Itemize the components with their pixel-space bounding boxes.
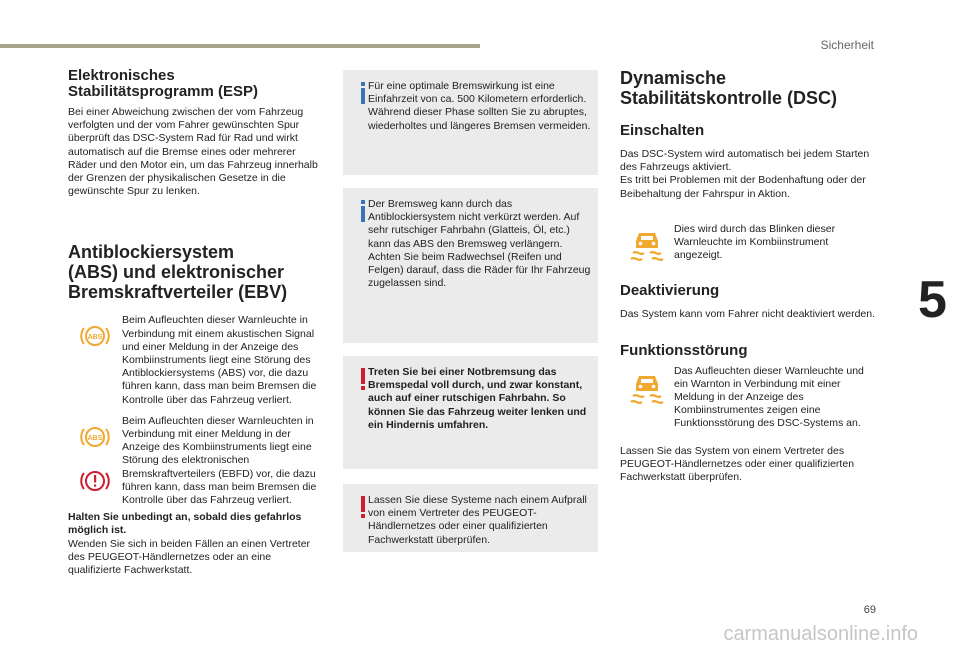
chapter-number: 5 (905, 242, 960, 357)
abs-warning-icon (80, 423, 110, 451)
svg-text:ABS: ABS (87, 434, 103, 442)
ebfd-warning-row (68, 415, 323, 507)
warning-note-box (343, 484, 598, 552)
esp-body: Bei einer Abweichung zwischen der vom Fahrzeug verfolgten und der vom Fahrer gewünschten Spur überprüft das DSC-System Rad für Rad und wirkt automatisch auf die Bremse eines oder mehrerer Räder und den Motor ein, um das Fahrzeug innerhalb der Grenzen der physikalischen Gesetze in die gewünschte Spur zu lenken. (68, 106, 318, 198)
svg-text:ABS: ABS (87, 334, 103, 342)
warning-note-text: Treten Sie bei einer Notbremsung das Bremspedal voll durch, und zwar konstant, auch auf einer rutschigen Fahrbahn. So können Sie das Fahrzeug weiter lenken und ein Hindernis umfahren. (368, 366, 587, 431)
brake-alert-icon (80, 467, 110, 495)
dsc-on-indicator-row (620, 223, 878, 263)
dsc-on-body: Das DSC-System wird automatisch bei jedem Starten des Fahrzeugs aktiviert. Es tritt bei Problemen mit der Bodenhaftung oder der Beibehaltung der Fahrspur in Aktion. (620, 148, 870, 200)
dsc-fault-body: Lassen Sie das System von einem Vertreter des PEUGEOT-Händlernetzes oder einer qualifizierten Fachwerkstatt überprüfen. (620, 444, 855, 484)
dsc-fault-heading: Funktionsstörung (620, 341, 748, 359)
dsc-off-heading: Deaktivierung (620, 282, 720, 300)
dsc-on-indicator-text: Dies wird durch das Blinken dieser Warnleuchte im Kombiinstrument angezeigt. (674, 222, 836, 262)
abs-warning-icon (80, 322, 110, 350)
info-note-text: Für eine optimale Bremswirkung ist eine Einfahrzeit von ca. 500 Kilometern erforderlich. Während dieser Phase sollten Sie zu abruptes, wiederholtes und längeres Bremsen vermeiden. (368, 80, 591, 132)
skidding-car-icon (629, 228, 665, 262)
warning-note-text: Lassen Sie diese Systeme nach einem Aufprall von einem Vertreter des PEUGEOT-Händlernetzes oder einer qualifizierten Fachwerkstatt überprüfen. (368, 494, 587, 546)
info-note-box (343, 70, 598, 175)
info-note-box (343, 188, 598, 343)
exclamation-icon (360, 368, 366, 390)
esp-heading: Elektronisches Stabilitätsprogramm (ESP) (68, 67, 259, 100)
warning-note-box (343, 356, 598, 469)
dsc-fault-indicator-text: Das Aufleuchten dieser Warnleuchte und ein Warnton in Verbindung mit einer Meldung in der Anzeige des Kombiinstrumentes zeigen eine Funktionsstörung des DSC-Systems an. (674, 364, 864, 430)
abs-heading: Antiblockiersystem (ABS) und elektronischer Bremskraftverteiler (EBV) (68, 242, 288, 303)
page-number: 69 (863, 604, 876, 616)
abs-warning-text: Beim Aufleuchten dieser Warnleuchte in Verbindung mit einem akustischen Signal und einer Meldung in der Anzeige des Kombiinstruments liegt eine Störung des Antiblockiersystems (ABS) vor, die dazu führen kann, dass man beim Bremsen die Kontrolle über das Fahrzeug verliert. (122, 314, 317, 406)
info-icon (360, 200, 366, 222)
ebfd-warning-text: Beim Aufleuchten dieser Warnleuchten in Verbindung mit einer Meldung in der Anzeige des Kombiinstruments liegt eine Störung des elektronischen Bremskraftverteilers (EBFD) vor, die dazu führen kann, dass man beim Bremsen die Kontrolle über das Fahrzeug verliert. (122, 414, 317, 507)
stop-warning-bold: Halten Sie unbedingt an, sobald dies gefahrlos möglich ist. (68, 511, 302, 537)
column-right (620, 68, 878, 484)
dsc-fault-indicator-row (620, 365, 878, 431)
exclamation-icon (360, 496, 366, 518)
stop-warning-body: Wenden Sie sich in beiden Fällen an einen Vertreter des PEUGEOT-Händlernetzes oder an eine qualifizierte Fachwerkstatt. (68, 537, 311, 577)
info-note-text: Der Bremsweg kann durch das Antiblockiersystem nicht verkürzt werden. Auf sehr rutschiger Fahrbahn (Glatteis, Öl, etc.) kann das ABS den Bremsweg verlängern. Achten Sie beim Radwechsel (Reifen und Felgen) darauf, dass die Räder für Ihr Fahrzeug zugelassen sind. (368, 198, 591, 290)
dsc-heading: Dynamische Stabilitätskontrolle (DSC) (620, 68, 838, 108)
info-icon (360, 82, 366, 104)
header-accent-bar (0, 44, 480, 48)
watermark: carmanualsonline.info (723, 623, 918, 645)
skidding-car-icon (629, 371, 665, 405)
dsc-off-body: Das System kann vom Fahrer nicht deaktiviert werden. (620, 308, 876, 321)
column-left (68, 68, 323, 577)
abs-warning-row (68, 314, 323, 406)
section-title: Sicherheit (820, 38, 874, 52)
dsc-on-heading: Einschalten (620, 122, 705, 139)
